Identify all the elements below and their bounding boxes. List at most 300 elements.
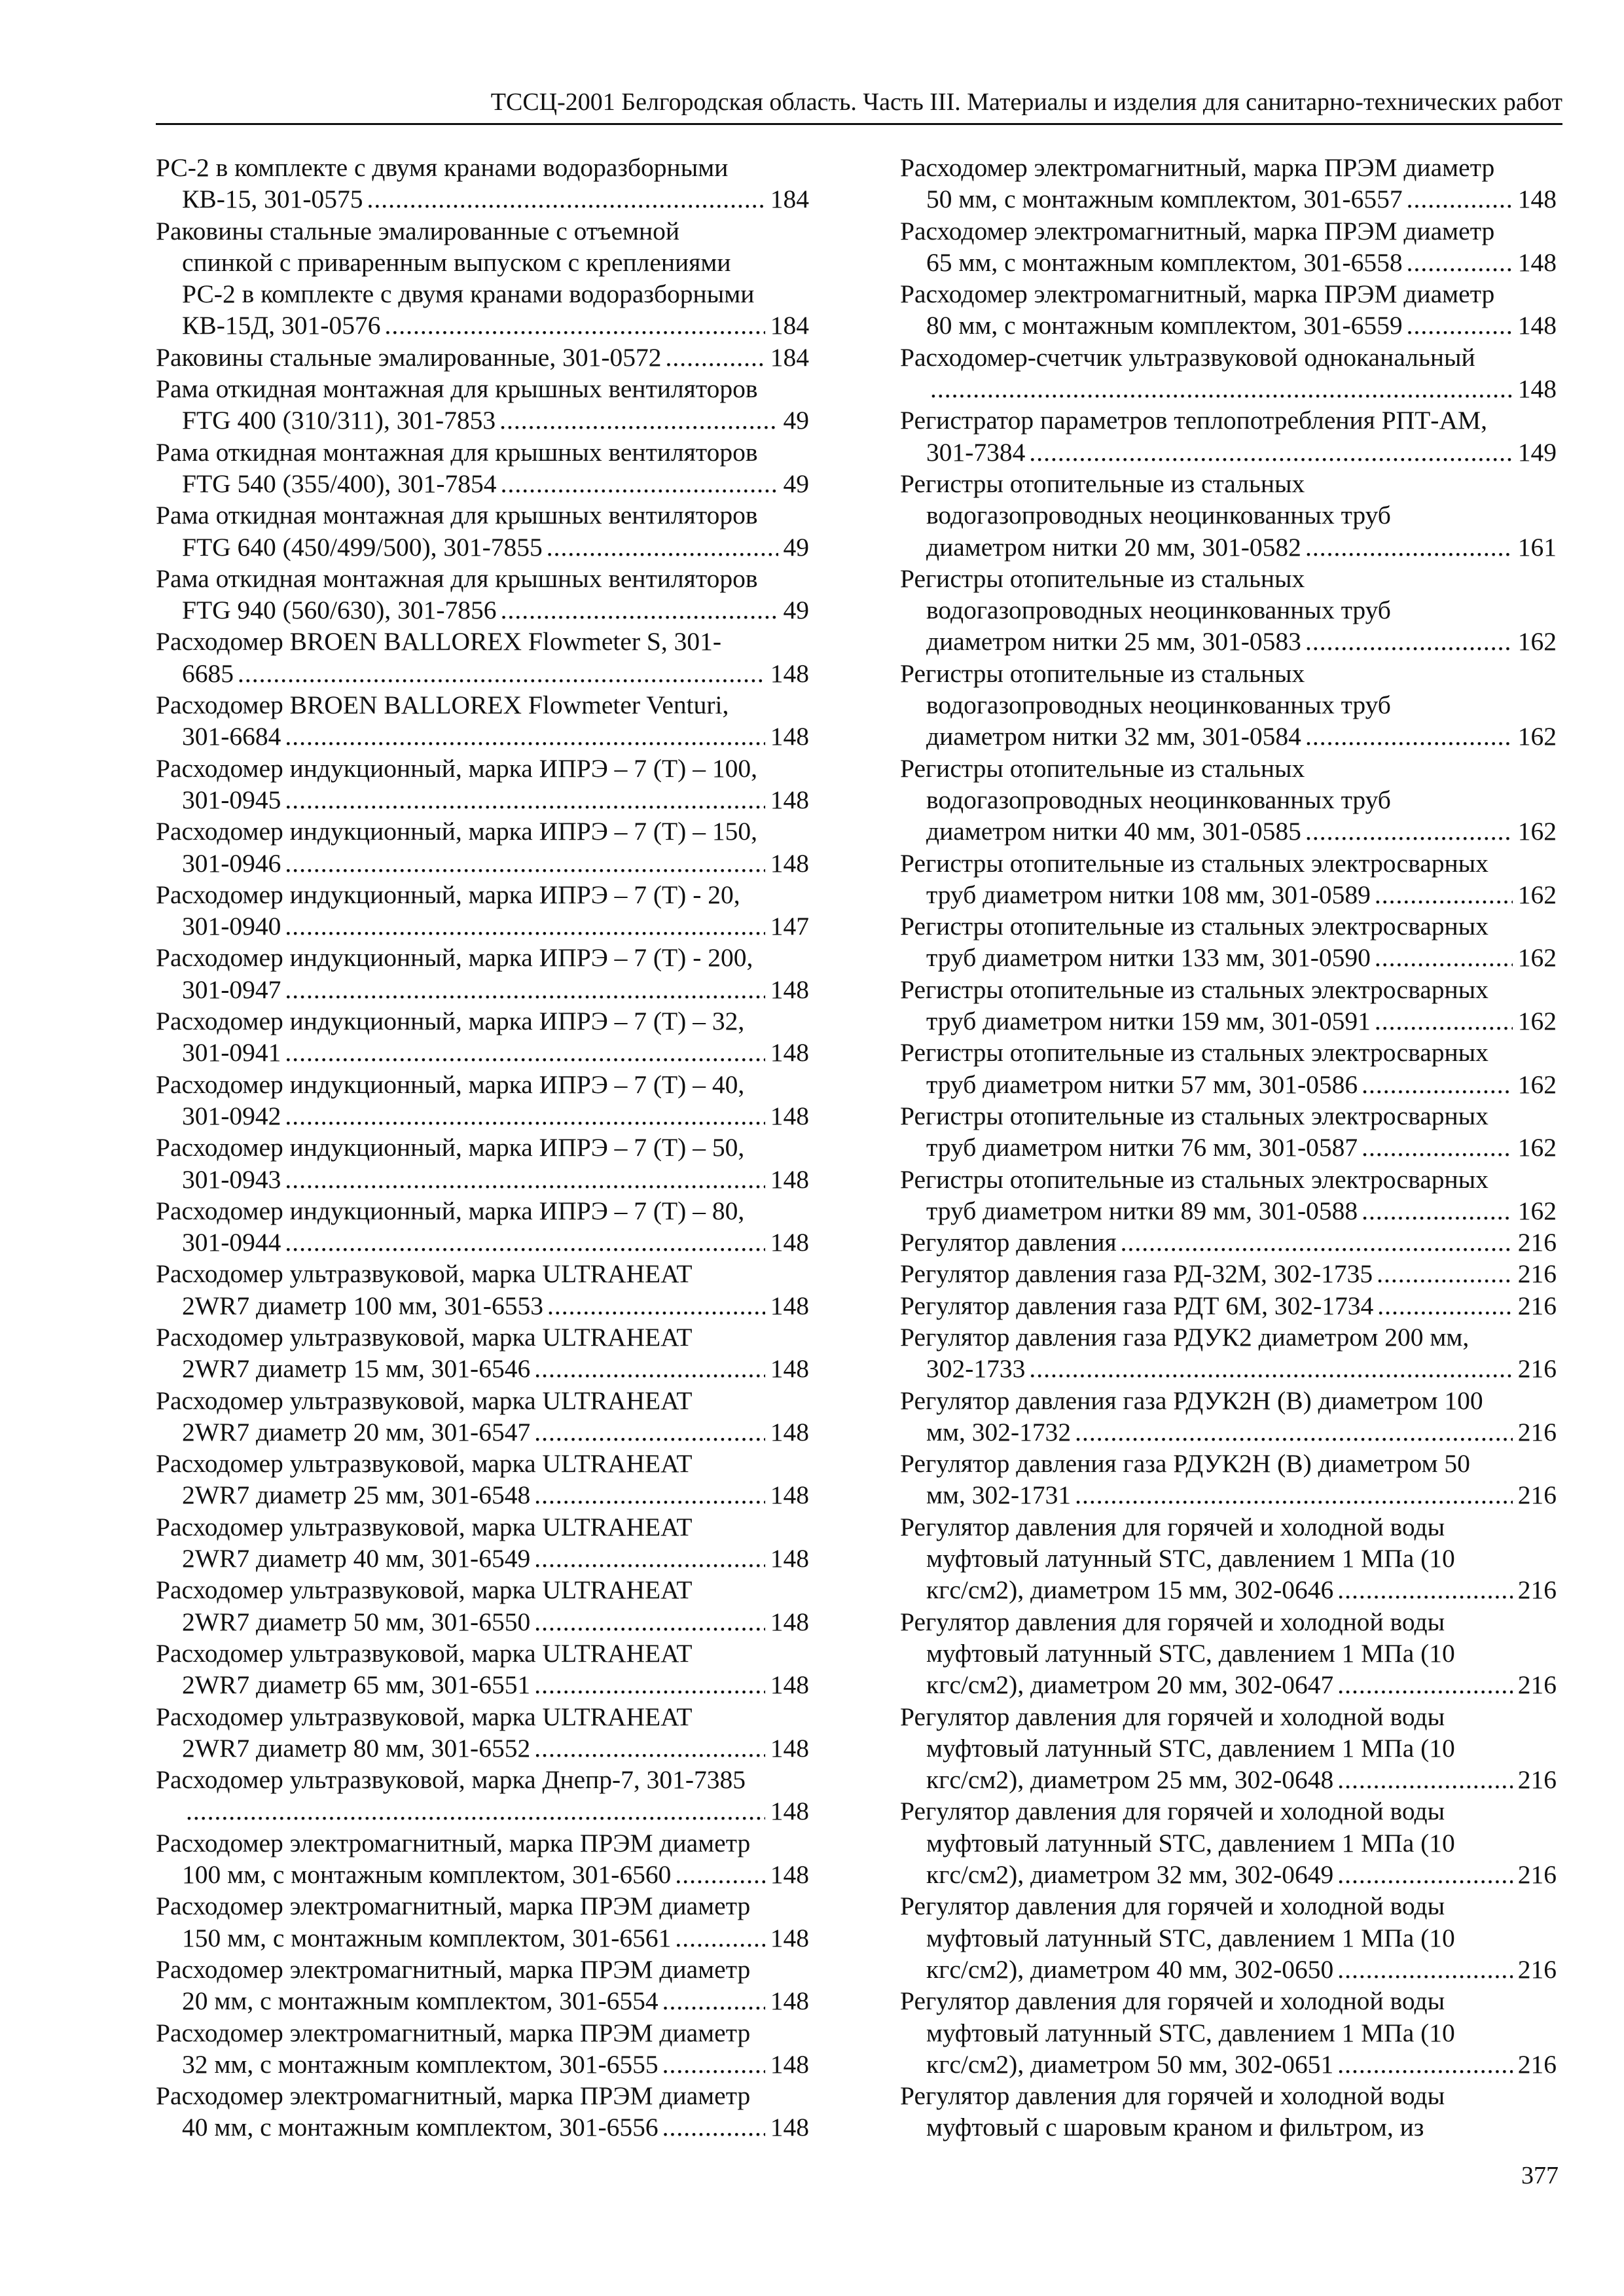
entry-title-line bbox=[900, 1385, 1557, 1416]
entry-continuation-line bbox=[900, 499, 1557, 531]
entry-text: 302-1733 bbox=[926, 1354, 1026, 1384]
dot-leader bbox=[1337, 2049, 1512, 2080]
entry-text: Расходомер ультразвуковой, марка ULTRAHEAT bbox=[156, 1449, 693, 1479]
entry-page-number: 162 bbox=[1517, 943, 1557, 973]
index-entry bbox=[156, 1954, 809, 2017]
entry-continuation-line bbox=[156, 1100, 809, 1132]
entry-text: кгс/см2), диаметром 40 мм, 302-0650 bbox=[926, 1954, 1334, 1984]
entry-text: Расходомер электромагнитный, марка ПРЭМ диаметр bbox=[156, 1954, 751, 1984]
entry-text: 301-0946 bbox=[182, 848, 281, 878]
entry-page-number: 148 bbox=[1517, 311, 1557, 340]
entry-text: РС-2 в комплекте с двумя кранами водоразборными bbox=[182, 279, 755, 309]
entry-text: Рама откидная монтажная для крышных вентиляторов bbox=[156, 564, 758, 593]
dot-leader bbox=[534, 1669, 765, 1700]
entry-text: 150 мм, с монтажным комплектом, 301-6561 bbox=[182, 1923, 672, 1952]
entry-continuation-line bbox=[900, 1954, 1557, 1985]
dot-leader bbox=[662, 1985, 765, 2017]
entry-continuation-line bbox=[156, 1479, 809, 1511]
index-entry bbox=[156, 689, 809, 753]
entry-continuation-line bbox=[900, 1416, 1557, 1448]
entry-text: Раковины стальные эмалированные с отъемной bbox=[156, 216, 680, 245]
entry-page-number: 148 bbox=[770, 1607, 809, 1636]
index-column-right bbox=[900, 152, 1557, 2144]
entry-title-line bbox=[900, 404, 1557, 436]
entry-continuation-line bbox=[900, 1859, 1557, 1890]
entry-continuation-line bbox=[156, 2049, 809, 2080]
entry-text: 50 мм, с монтажным комплектом, 301-6557 bbox=[926, 185, 1403, 214]
dot-leader bbox=[534, 1416, 765, 1448]
entry-text: муфтовый латунный STC, давлением 1 МПа (10 bbox=[926, 1923, 1455, 1952]
entry-continuation-line bbox=[156, 721, 809, 752]
entry-text: 2WR7 диаметр 25 мм, 301-6548 bbox=[182, 1480, 531, 1510]
entry-title-line bbox=[156, 215, 809, 247]
dot-leader bbox=[930, 373, 1513, 404]
entry-continuation-line bbox=[900, 1669, 1557, 1700]
entry-title-line bbox=[156, 1132, 809, 1163]
entry-continuation-line bbox=[900, 1574, 1557, 1605]
dot-leader bbox=[547, 531, 778, 563]
entry-text: Расходомер ультразвуковой, марка ULTRAHEAT bbox=[156, 1702, 693, 1731]
entry-title-line bbox=[900, 2080, 1557, 2111]
entry-page-number: 148 bbox=[770, 1986, 809, 2016]
entry-text: Расходомер индукционный, марка ИПРЭ – 7 (Т) – 50, bbox=[156, 1133, 745, 1162]
running-header bbox=[156, 81, 1562, 125]
entry-page-number: 148 bbox=[1517, 374, 1557, 404]
dot-leader bbox=[501, 468, 778, 499]
entry-page-number: 49 bbox=[783, 406, 809, 435]
entry-continuation-line bbox=[156, 1795, 809, 1827]
entry-page-number: 148 bbox=[770, 1860, 809, 1890]
dot-leader bbox=[1337, 1954, 1512, 1985]
dot-leader bbox=[1029, 437, 1512, 468]
entry-text: муфтовый латунный STC, давлением 1 МПа (10 bbox=[926, 1638, 1455, 1668]
index-entry bbox=[156, 1827, 809, 1891]
entry-continuation-line bbox=[900, 1638, 1557, 1669]
entry-title-line bbox=[900, 563, 1557, 594]
index-entry bbox=[900, 1290, 1557, 1321]
entry-text: труб диаметром нитки 76 мм, 301-0587 bbox=[926, 1133, 1358, 1162]
entry-text: Расходомер BROEN BALLOREX Flowmeter Venturi, bbox=[156, 691, 729, 720]
entry-title-line bbox=[156, 499, 809, 531]
entry-page-number: 148 bbox=[770, 1354, 809, 1384]
entry-title-line bbox=[900, 848, 1557, 879]
entry-page-number: 216 bbox=[1517, 1670, 1557, 1700]
entry-continuation-line bbox=[156, 1606, 809, 1638]
entry-title-line bbox=[156, 816, 809, 847]
entry-text: 40 мм, с монтажным комплектом, 301-6556 bbox=[182, 2113, 659, 2142]
entry-page-number: 148 bbox=[770, 1733, 809, 1763]
entry-continuation-line bbox=[156, 2111, 809, 2143]
entry-title-line bbox=[900, 1606, 1557, 1638]
index-entry bbox=[900, 910, 1557, 974]
entry-text: Регулятор давления газа РДУК2Н (В) диаметром 50 bbox=[900, 1449, 1470, 1479]
dot-leader bbox=[367, 183, 765, 215]
index-entry bbox=[156, 1890, 809, 1954]
entry-text: труб диаметром нитки 89 мм, 301-0588 bbox=[926, 1196, 1358, 1225]
entry-text: Регулятор давления для горячей и холодной воды bbox=[900, 1892, 1445, 1921]
entry-text: Расходомер индукционный, марка ИПРЭ – 7 (Т) – 32, bbox=[156, 1007, 745, 1036]
dot-leader bbox=[665, 342, 765, 373]
dot-leader bbox=[1407, 247, 1513, 278]
dot-leader bbox=[1121, 1227, 1513, 1258]
dot-leader bbox=[186, 1795, 765, 1827]
entry-continuation-line bbox=[156, 1669, 809, 1700]
entry-text: Регулятор давления для горячей и холодной воды bbox=[900, 2081, 1445, 2111]
dot-leader bbox=[662, 2111, 765, 2143]
dot-leader bbox=[499, 404, 778, 436]
entry-text: Регистры отопительные из стальных электросварных bbox=[900, 912, 1489, 941]
entry-page-number: 148 bbox=[770, 1797, 809, 1826]
entry-text: КВ-15Д, 301-0576 bbox=[182, 311, 381, 340]
dot-leader bbox=[285, 1227, 765, 1258]
entry-text: 301-0941 bbox=[182, 1038, 281, 1067]
entry-text: Расходомер ультразвуковой, марка ULTRAHEAT bbox=[156, 1322, 693, 1352]
dot-leader bbox=[534, 1353, 765, 1384]
entry-continuation-line bbox=[156, 183, 809, 215]
entry-text: Расходомер электромагнитный, марка ПРЭМ диаметр bbox=[156, 1892, 751, 1921]
index-entry bbox=[900, 1606, 1557, 1701]
entry-text: диаметром нитки 25 мм, 301-0583 bbox=[926, 627, 1301, 656]
index-entry bbox=[156, 373, 809, 437]
entry-continuation-line bbox=[156, 594, 809, 626]
entry-continuation-line bbox=[900, 626, 1557, 657]
entry-text: Регулятор давления газа РД-32М, 302-1735 bbox=[900, 1259, 1373, 1289]
entry-page-number: 148 bbox=[770, 658, 809, 688]
entry-text: 301-0942 bbox=[182, 1101, 281, 1130]
entry-title-line bbox=[900, 1701, 1557, 1732]
entry-text: Расходомер электромагнитный, марка ПРЭМ диаметр bbox=[156, 2018, 751, 2047]
index-entry bbox=[900, 1795, 1557, 1890]
entry-text: диаметром нитки 40 мм, 301-0585 bbox=[926, 817, 1301, 846]
entry-text: Регистры отопительные из стальных bbox=[900, 753, 1305, 783]
entry-text: водогазопроводных неоцинкованных труб bbox=[926, 691, 1391, 720]
entry-text: Расходомер электромагнитный, марка ПРЭМ диаметр bbox=[156, 2081, 751, 2111]
entry-text: РС-2 в комплекте с двумя кранами водоразборными bbox=[156, 153, 729, 182]
entry-page-number: 148 bbox=[770, 2113, 809, 2142]
entry-title-line bbox=[900, 1290, 1557, 1321]
entry-title-line bbox=[900, 1448, 1557, 1479]
entry-text: Регистры отопительные из стальных электросварных bbox=[900, 1038, 1489, 1067]
index-entry bbox=[900, 152, 1557, 215]
entry-title-line bbox=[900, 1258, 1557, 1289]
index-entry bbox=[900, 342, 1557, 405]
entry-continuation-line bbox=[900, 816, 1557, 847]
entry-title-line bbox=[900, 468, 1557, 499]
entry-text: труб диаметром нитки 57 мм, 301-0586 bbox=[926, 1069, 1358, 1099]
entry-text: Регулятор давления для горячей и холодной воды bbox=[900, 1986, 1445, 2016]
entry-text: муфтовый латунный STC, давлением 1 МПа (10 bbox=[926, 1544, 1455, 1573]
header-title: ТССЦ-2001 Белгородская область. Часть III. Материалы и изделия для санитарно-технических работ bbox=[490, 88, 1562, 116]
index-entry bbox=[900, 404, 1557, 468]
dot-leader bbox=[1337, 1764, 1512, 1795]
entry-text: водогазопроводных неоцинкованных труб bbox=[926, 501, 1391, 530]
entry-continuation-line bbox=[900, 689, 1557, 721]
entry-text: 100 мм, с монтажным комплектом, 301-6560 bbox=[182, 1860, 672, 1890]
entry-text: 301-0947 bbox=[182, 975, 281, 1004]
entry-continuation-line bbox=[900, 1069, 1557, 1100]
entry-text: кгс/см2), диаметром 32 мм, 302-0649 bbox=[926, 1860, 1334, 1890]
dot-leader bbox=[1337, 1669, 1512, 1700]
entry-title-line bbox=[156, 1258, 809, 1289]
entry-title-line bbox=[900, 1164, 1557, 1195]
dot-leader bbox=[1377, 1258, 1513, 1289]
index-entry bbox=[900, 658, 1557, 753]
index-entry bbox=[156, 879, 809, 942]
entry-text: Расходомер индукционный, марка ИПРЭ – 7 (Т) – 40, bbox=[156, 1069, 745, 1099]
entry-text: муфтовый латунный STC, давлением 1 МПа (10 bbox=[926, 2018, 1455, 2047]
entry-text: мм, 302-1731 bbox=[926, 1480, 1072, 1510]
entry-continuation-line bbox=[156, 531, 809, 563]
entry-title-line bbox=[900, 215, 1557, 247]
entry-title-line bbox=[156, 879, 809, 910]
entry-page-number: 184 bbox=[770, 311, 809, 340]
entry-page-number: 148 bbox=[770, 1228, 809, 1257]
entry-page-number: 184 bbox=[770, 342, 809, 372]
dot-leader bbox=[285, 848, 765, 879]
entry-title-line bbox=[156, 1827, 809, 1859]
entry-page-number: 49 bbox=[783, 469, 809, 498]
index-entry bbox=[156, 1448, 809, 1511]
entry-title-line bbox=[900, 974, 1557, 1005]
entry-page-number: 147 bbox=[770, 912, 809, 941]
entry-text: кгс/см2), диаметром 50 мм, 302-0651 bbox=[926, 2049, 1334, 2079]
entry-text: диаметром нитки 32 мм, 301-0584 bbox=[926, 722, 1301, 751]
index-entry bbox=[156, 753, 809, 816]
index-entry bbox=[900, 1385, 1557, 1448]
entry-continuation-line bbox=[900, 437, 1557, 468]
index-entry bbox=[900, 1701, 1557, 1796]
index-entry bbox=[156, 1574, 809, 1638]
dot-leader bbox=[1337, 1574, 1512, 1605]
entry-continuation-line bbox=[156, 1227, 809, 1258]
entry-text: диаметром нитки 20 мм, 301-0582 bbox=[926, 532, 1301, 562]
entry-page-number: 216 bbox=[1517, 1860, 1557, 1890]
entry-text: труб диаметром нитки 108 мм, 301-0589 bbox=[926, 880, 1371, 909]
entry-title-line bbox=[156, 1448, 809, 1479]
index-entry bbox=[900, 1258, 1557, 1289]
index-entry bbox=[900, 1164, 1557, 1227]
entry-text: Регистры отопительные из стальных электросварных bbox=[900, 1101, 1489, 1130]
dot-leader bbox=[1375, 879, 1513, 910]
entry-continuation-line bbox=[156, 278, 809, 310]
dot-leader bbox=[1407, 183, 1513, 215]
dot-leader bbox=[1377, 1290, 1513, 1321]
entry-text: FTG 540 (355/400), 301-7854 bbox=[182, 469, 497, 498]
dot-leader bbox=[662, 2049, 765, 2080]
index-entry bbox=[156, 152, 809, 215]
dot-leader bbox=[1362, 1069, 1513, 1100]
dot-leader bbox=[1375, 1005, 1513, 1037]
entry-page-number: 162 bbox=[1517, 1007, 1557, 1036]
entry-title-line bbox=[900, 1100, 1557, 1132]
entry-text: 2WR7 диаметр 20 мм, 301-6547 bbox=[182, 1417, 531, 1446]
entry-title-line bbox=[156, 1195, 809, 1227]
entry-text: Регистры отопительные из стальных электросварных bbox=[900, 848, 1489, 878]
entry-text: 32 мм, с монтажным комплектом, 301-6555 bbox=[182, 2049, 659, 2079]
entry-page-number: 162 bbox=[1517, 880, 1557, 909]
entry-text: 301-6684 bbox=[182, 722, 281, 751]
entry-text: Раковины стальные эмалированные, 301-0572 bbox=[156, 342, 662, 372]
dot-leader bbox=[384, 310, 765, 341]
index-entry bbox=[156, 215, 809, 342]
entry-title-line bbox=[900, 1985, 1557, 2017]
dot-leader bbox=[285, 1164, 765, 1195]
entry-text: Расходомер индукционный, марка ИПРЭ – 7 (Т) - 20, bbox=[156, 880, 740, 909]
entry-title-line bbox=[156, 342, 809, 373]
entry-page-number: 216 bbox=[1517, 1575, 1557, 1605]
entry-page-number: 148 bbox=[770, 1164, 809, 1194]
index-entry bbox=[900, 1985, 1557, 2080]
entry-text: водогазопроводных неоцинкованных труб bbox=[926, 596, 1391, 625]
dot-leader bbox=[285, 1037, 765, 1068]
index-entry bbox=[156, 1069, 809, 1132]
entry-continuation-line bbox=[900, 1732, 1557, 1764]
index-entry bbox=[900, 974, 1557, 1037]
entry-continuation-line bbox=[156, 468, 809, 499]
entry-text: Расходомер ультразвуковой, марка ULTRAHEAT bbox=[156, 1638, 693, 1668]
entry-continuation-line bbox=[156, 910, 809, 942]
dot-leader bbox=[1305, 721, 1513, 752]
entry-continuation-line bbox=[156, 1543, 809, 1574]
index-entry bbox=[156, 437, 809, 500]
dot-leader bbox=[675, 1922, 765, 1954]
entry-text: FTG 940 (560/630), 301-7856 bbox=[182, 596, 497, 625]
dot-leader bbox=[1375, 942, 1513, 973]
entry-title-line bbox=[156, 437, 809, 468]
entry-text: 2WR7 диаметр 15 мм, 301-6546 bbox=[182, 1354, 531, 1384]
entry-page-number: 162 bbox=[1517, 1133, 1557, 1162]
entry-page-number: 148 bbox=[770, 848, 809, 878]
entry-text: Регулятор давления газа РДУК2Н (В) диаметром 100 bbox=[900, 1386, 1483, 1415]
index-entry bbox=[156, 1701, 809, 1765]
entry-text: Регистры отопительные из стальных электросварных bbox=[900, 1164, 1489, 1194]
entry-title-line bbox=[156, 1954, 809, 1985]
entry-text: Регистры отопительные из стальных bbox=[900, 564, 1305, 593]
entry-text: труб диаметром нитки 159 мм, 301-0591 bbox=[926, 1007, 1371, 1036]
entry-page-number: 162 bbox=[1517, 817, 1557, 846]
entry-text: мм, 302-1732 bbox=[926, 1417, 1072, 1446]
entry-continuation-line bbox=[900, 531, 1557, 563]
entry-text: Расходомер ультразвуковой, марка Днепр-7, 301-7385 bbox=[156, 1765, 746, 1795]
entry-title-line bbox=[156, 1321, 809, 1353]
dot-leader bbox=[1305, 531, 1513, 563]
entry-page-number: 216 bbox=[1517, 1228, 1557, 1257]
entry-page-number: 184 bbox=[770, 185, 809, 214]
entry-continuation-line bbox=[900, 310, 1557, 341]
entry-text: Регистры отопительные из стальных bbox=[900, 658, 1305, 688]
entry-text: FTG 640 (450/499/500), 301-7855 bbox=[182, 532, 543, 562]
entry-title-line bbox=[900, 1227, 1557, 1258]
entry-text: труб диаметром нитки 133 мм, 301-0590 bbox=[926, 943, 1371, 973]
entry-text: Расходомер электромагнитный, марка ПРЭМ диаметр bbox=[900, 153, 1495, 182]
index-entry bbox=[156, 942, 809, 1005]
entry-continuation-line bbox=[156, 1859, 809, 1890]
index-entry bbox=[900, 1890, 1557, 1985]
index-entry bbox=[900, 1037, 1557, 1100]
index-column-left bbox=[156, 152, 809, 2144]
entry-continuation-line bbox=[900, 942, 1557, 973]
entry-page-number: 216 bbox=[1517, 1765, 1557, 1795]
index-entry bbox=[900, 753, 1557, 848]
entry-page-number: 148 bbox=[770, 1291, 809, 1320]
entry-text: Регулятор давления для горячей и холодной воды bbox=[900, 1797, 1445, 1826]
entry-title-line bbox=[156, 1701, 809, 1732]
entry-text: муфтовый с шаровым краном и фильтром, из bbox=[926, 2113, 1424, 2142]
entry-continuation-line bbox=[900, 721, 1557, 752]
entry-title-line bbox=[156, 373, 809, 404]
index-entry bbox=[156, 626, 809, 689]
entry-title-line bbox=[900, 152, 1557, 183]
index-entry bbox=[900, 1321, 1557, 1385]
dot-leader bbox=[285, 1100, 765, 1132]
entry-text: Регулятор давления газа РДТ 6М, 302-1734 bbox=[900, 1291, 1374, 1320]
entry-text: 80 мм, с монтажным комплектом, 301-6559 bbox=[926, 311, 1403, 340]
entry-title-line bbox=[156, 753, 809, 784]
entry-text: кгс/см2), диаметром 20 мм, 302-0647 bbox=[926, 1670, 1334, 1700]
entry-page-number: 148 bbox=[770, 1038, 809, 1067]
entry-title-line bbox=[900, 1321, 1557, 1353]
index-entry bbox=[156, 816, 809, 879]
entry-continuation-line bbox=[156, 1353, 809, 1384]
entry-continuation-line bbox=[156, 1985, 809, 2017]
entry-text: кгс/см2), диаметром 15 мм, 302-0646 bbox=[926, 1575, 1334, 1605]
entry-continuation-line bbox=[900, 879, 1557, 910]
entry-continuation-line bbox=[156, 784, 809, 816]
index-entry bbox=[156, 1258, 809, 1321]
entry-title-line bbox=[900, 1037, 1557, 1068]
entry-page-number: 148 bbox=[770, 722, 809, 751]
entry-text: 2WR7 диаметр 100 мм, 301-6553 bbox=[182, 1291, 543, 1320]
entry-continuation-line bbox=[900, 1764, 1557, 1795]
entry-title-line bbox=[900, 910, 1557, 942]
entry-title-line bbox=[156, 1005, 809, 1037]
dot-leader bbox=[534, 1606, 765, 1638]
entry-continuation-line bbox=[156, 1164, 809, 1195]
entry-page-number: 162 bbox=[1517, 627, 1557, 656]
entry-continuation-line bbox=[156, 658, 809, 689]
entry-title-line bbox=[156, 1574, 809, 1605]
index-entry bbox=[156, 1385, 809, 1448]
entry-text: 2WR7 диаметр 50 мм, 301-6550 bbox=[182, 1607, 531, 1636]
dot-leader bbox=[285, 721, 765, 752]
entry-text: спинкой с приваренным выпуском с креплениями bbox=[182, 247, 731, 277]
entry-continuation-line bbox=[900, 247, 1557, 278]
entry-title-line bbox=[900, 1890, 1557, 1922]
entry-continuation-line bbox=[900, 1195, 1557, 1227]
dot-leader bbox=[1305, 626, 1513, 657]
entry-page-number: 216 bbox=[1517, 1354, 1557, 1384]
entry-continuation-line bbox=[900, 1543, 1557, 1574]
dot-leader bbox=[285, 910, 765, 942]
entry-continuation-line bbox=[900, 594, 1557, 626]
dot-leader bbox=[1407, 310, 1513, 341]
dot-leader bbox=[1029, 1353, 1512, 1384]
entry-title-line bbox=[156, 152, 809, 183]
entry-text: кгс/см2), диаметром 25 мм, 302-0648 bbox=[926, 1765, 1334, 1795]
entry-page-number: 148 bbox=[1517, 185, 1557, 214]
entry-page-number: 216 bbox=[1517, 1291, 1557, 1320]
index-entry bbox=[156, 2017, 809, 2081]
entry-text: Рама откидная монтажная для крышных вентиляторов bbox=[156, 374, 758, 404]
entry-title-line bbox=[156, 2017, 809, 2049]
entry-text: Расходомер BROEN BALLOREX Flowmeter S, 301- bbox=[156, 627, 722, 656]
entry-text: 301-0940 bbox=[182, 912, 281, 941]
entry-continuation-line bbox=[900, 784, 1557, 816]
dot-leader bbox=[238, 658, 765, 689]
entry-title-line bbox=[900, 1511, 1557, 1543]
dot-leader bbox=[501, 594, 778, 626]
entry-continuation-line bbox=[900, 2017, 1557, 2049]
